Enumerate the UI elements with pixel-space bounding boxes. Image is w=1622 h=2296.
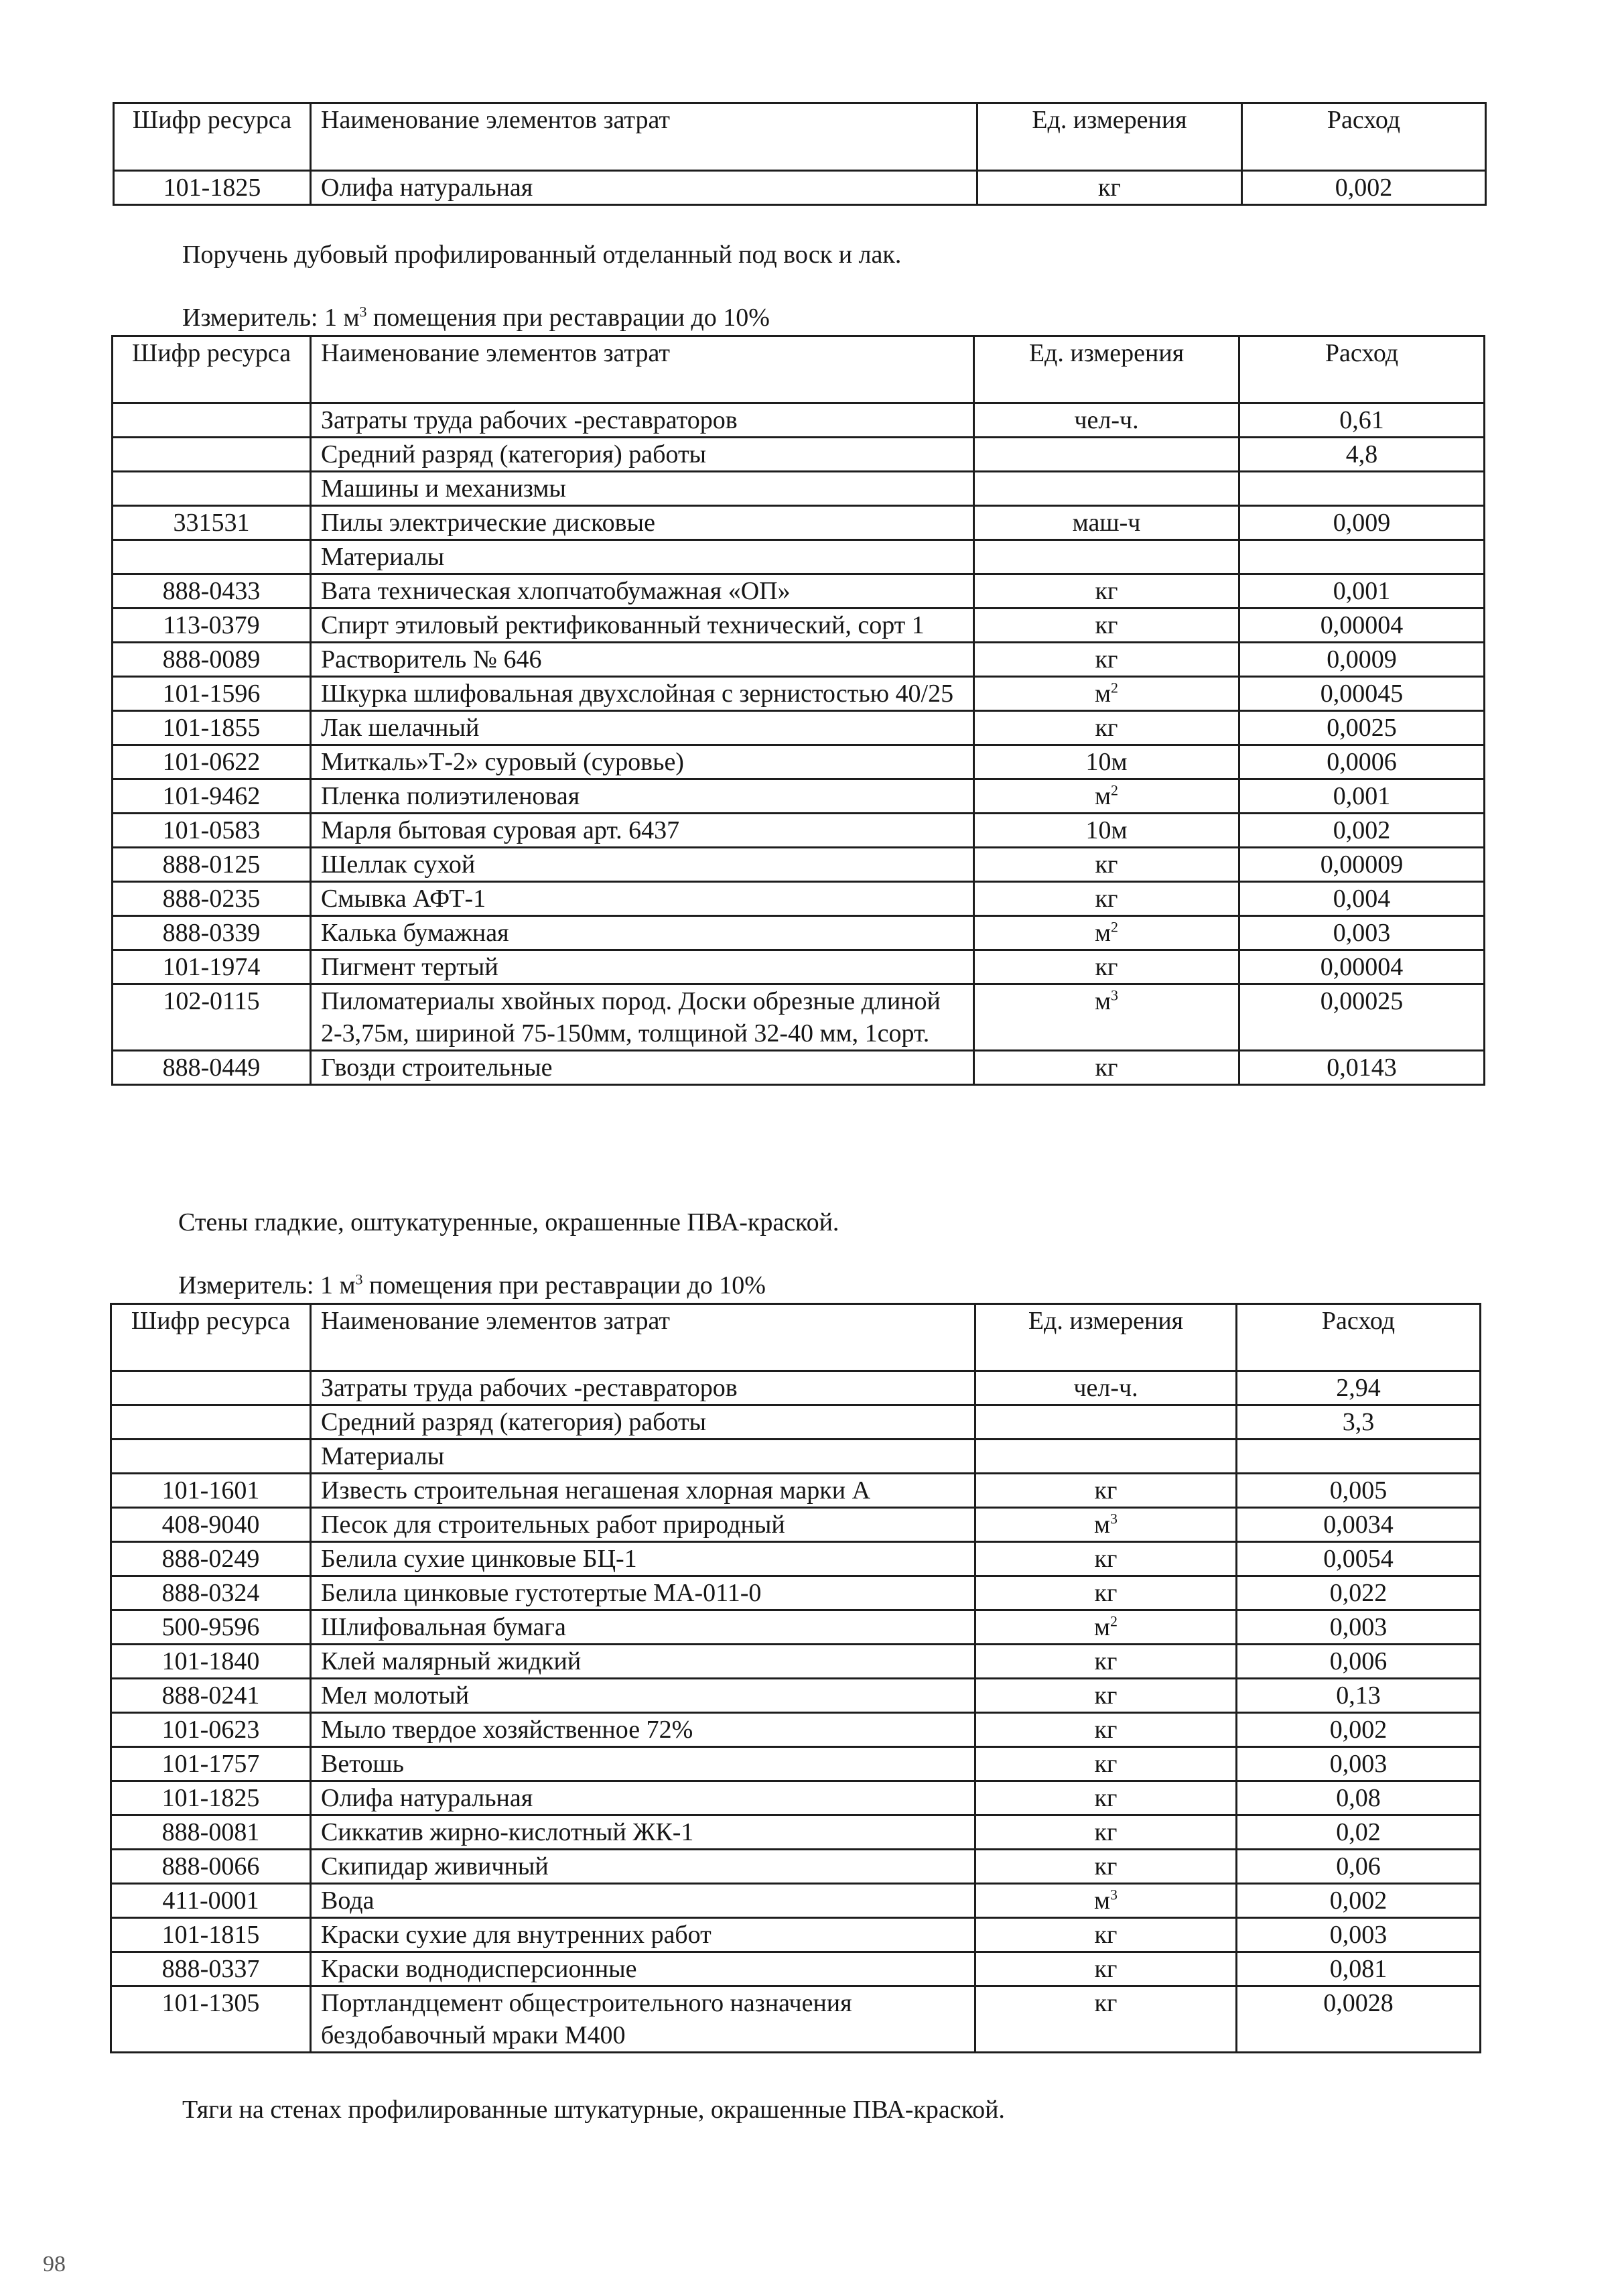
header-unit: Ед. измерения bbox=[975, 1304, 1237, 1371]
cell-name: Спирт этиловый ректификованный технический, сорт 1 bbox=[311, 609, 974, 643]
table-row bbox=[113, 950, 1485, 984]
table-row bbox=[111, 1542, 1481, 1576]
table-row bbox=[113, 472, 1485, 506]
table-row bbox=[113, 814, 1485, 848]
table-row bbox=[113, 882, 1485, 916]
cell-code: 888-0449 bbox=[113, 1051, 311, 1085]
cell-name: Калька бумажная bbox=[311, 916, 974, 950]
cell-unit: 10м bbox=[974, 814, 1239, 848]
table-body bbox=[113, 403, 1485, 1085]
cell-unit: кг bbox=[975, 1850, 1237, 1884]
header-qty: Расход bbox=[1237, 1304, 1481, 1371]
table-row bbox=[111, 1747, 1481, 1781]
cell-name: Машины и механизмы bbox=[311, 472, 974, 506]
cell-qty: 0,00025 bbox=[1239, 984, 1485, 1051]
cell-code: 888-0081 bbox=[111, 1815, 311, 1850]
section-title: Поручень дубовый профилированный отделанный под воск и лак. bbox=[182, 241, 902, 269]
cell-code bbox=[111, 1440, 311, 1474]
cell-unit: кг bbox=[974, 574, 1239, 609]
cell-unit: $м^2$ bbox=[974, 779, 1239, 814]
cell-name: Шеллак сухой bbox=[311, 848, 974, 882]
cell-name: Вата техническая хлопчатобумажная «ОП» bbox=[311, 574, 974, 609]
cell-qty: 3,3 bbox=[1237, 1405, 1481, 1440]
resource-table-2 bbox=[111, 335, 1485, 1086]
cell-name: Песок для строительных работ природный bbox=[311, 1508, 975, 1542]
header-unit: Ед. измерения bbox=[977, 103, 1242, 171]
cell-unit: кг bbox=[974, 711, 1239, 745]
cell-code: 101-9462 bbox=[113, 779, 311, 814]
cell-qty: 0,004 bbox=[1239, 882, 1485, 916]
cell-qty: 0,022 bbox=[1237, 1576, 1481, 1610]
cell-unit: кг bbox=[975, 1645, 1237, 1679]
cell-name: Пленка полиэтиленовая bbox=[311, 779, 974, 814]
table-row bbox=[111, 1884, 1481, 1918]
cell-qty bbox=[1239, 472, 1485, 506]
cell-unit: кг bbox=[974, 643, 1239, 677]
unit-exponent: 2 bbox=[1111, 781, 1119, 799]
table-row bbox=[113, 403, 1485, 438]
cell-qty: 0,00045 bbox=[1239, 677, 1485, 711]
cell-unit: кг bbox=[975, 1542, 1237, 1576]
table-row bbox=[111, 1713, 1481, 1747]
cell-name: Шкурка шлифовальная двухслойная с зернистостью 40/25 bbox=[311, 677, 974, 711]
cell-unit: кг bbox=[975, 1781, 1237, 1815]
cell-name: Лак шелачный bbox=[311, 711, 974, 745]
cell-qty: 0,002 bbox=[1237, 1713, 1481, 1747]
header-unit: Ед. измерения bbox=[974, 336, 1239, 403]
table-row bbox=[111, 1781, 1481, 1815]
cell-unit: кг bbox=[975, 1986, 1237, 2053]
cell-name: Гвозди строительные bbox=[311, 1051, 974, 1085]
cell-name: Белила сухие цинковые БЦ-1 bbox=[311, 1542, 975, 1576]
cell-qty: 0,003 bbox=[1237, 1918, 1481, 1952]
resource-table-3 bbox=[110, 1303, 1481, 2053]
cell-qty: 2,94 bbox=[1237, 1371, 1481, 1405]
cell-name: Миткаль»Т-2» суровый (суровье) bbox=[311, 745, 974, 779]
table-row bbox=[113, 643, 1485, 677]
cell-name: Портландцемент общестроительного назначения бездобавочный мраки М400 bbox=[311, 1986, 975, 2053]
cell-code: 101-1305 bbox=[111, 1986, 311, 2053]
section-title: Стены гладкие, оштукатуренные, окрашенные ПВА-краской. bbox=[178, 1208, 839, 1236]
table-row bbox=[113, 779, 1485, 814]
cell-qty: 0,0054 bbox=[1237, 1542, 1481, 1576]
cell-unit: кг bbox=[977, 171, 1242, 205]
cell-qty: 0,02 bbox=[1237, 1815, 1481, 1850]
table-row bbox=[111, 1440, 1481, 1474]
table-row bbox=[113, 540, 1485, 574]
unit-exponent: 3 bbox=[1110, 1510, 1118, 1527]
cell-qty: 0,06 bbox=[1237, 1850, 1481, 1884]
cell-code: 888-0433 bbox=[113, 574, 311, 609]
header-name: Наименование элементов затрат bbox=[311, 336, 974, 403]
cell-unit: $м^2$ bbox=[974, 677, 1239, 711]
cell-name: Шлифовальная бумага bbox=[311, 1610, 975, 1645]
cell-unit: $м^3$ bbox=[975, 1884, 1237, 1918]
cell-code: 101-0622 bbox=[113, 745, 311, 779]
table-row bbox=[111, 1508, 1481, 1542]
cell-name: Сиккатив жирно-кислотный ЖК-1 bbox=[311, 1815, 975, 1850]
cell-code bbox=[111, 1405, 311, 1440]
cell-unit: кг bbox=[975, 1679, 1237, 1713]
cell-code: 101-1596 bbox=[113, 677, 311, 711]
cell-code bbox=[111, 1371, 311, 1405]
table-row bbox=[111, 1986, 1481, 2053]
table-row bbox=[113, 609, 1485, 643]
cell-code: 101-1840 bbox=[111, 1645, 311, 1679]
cell-unit: кг bbox=[974, 950, 1239, 984]
cell-qty bbox=[1239, 540, 1485, 574]
table-row bbox=[113, 848, 1485, 882]
header-code: Шифр ресурса bbox=[114, 103, 311, 171]
cell-unit: кг bbox=[975, 1747, 1237, 1781]
table-row bbox=[113, 711, 1485, 745]
cell-code: 888-0324 bbox=[111, 1576, 311, 1610]
cell-name: Марля бытовая суровая арт. 6437 bbox=[311, 814, 974, 848]
table-row bbox=[113, 677, 1485, 711]
cell-qty: 0,002 bbox=[1242, 171, 1486, 205]
cell-unit: чел-ч. bbox=[974, 403, 1239, 438]
table-row bbox=[113, 984, 1485, 1051]
cell-name: Средний разряд (категория) работы bbox=[311, 1405, 975, 1440]
cell-name: Известь строительная негашеная хлорная марки А bbox=[311, 1474, 975, 1508]
measure-line: Измеритель: 1 $м^3$ помещения при реставрации до 10% bbox=[182, 303, 770, 332]
unit-exponent: 2 bbox=[1111, 918, 1119, 936]
cell-name: Затраты труда рабочих -реставраторов bbox=[311, 403, 974, 438]
cell-qty: 0,009 bbox=[1239, 506, 1485, 540]
table-row bbox=[114, 171, 1486, 205]
cell-code: 101-0583 bbox=[113, 814, 311, 848]
table-body bbox=[111, 1371, 1481, 2053]
cell-code: 408-9040 bbox=[111, 1508, 311, 1542]
table-row bbox=[113, 916, 1485, 950]
cell-qty: 0,0009 bbox=[1239, 643, 1485, 677]
cell-qty: 0,0006 bbox=[1239, 745, 1485, 779]
table-row bbox=[111, 1850, 1481, 1884]
unit-exponent: 2 bbox=[1110, 1612, 1118, 1630]
cell-qty: 0,13 bbox=[1237, 1679, 1481, 1713]
unit-exponent: 3 bbox=[1111, 986, 1119, 1004]
cell-name: Вода bbox=[311, 1884, 975, 1918]
table-row bbox=[113, 506, 1485, 540]
cell-qty: 0,002 bbox=[1239, 814, 1485, 848]
cell-qty: 0,006 bbox=[1237, 1645, 1481, 1679]
cell-code: 500-9596 bbox=[111, 1610, 311, 1645]
cell-name: Пиломатериалы хвойных пород. Доски обрезные длиной 2-3,75м, шириной 75-150мм, толщиной 32-40 мм, 1сорт. bbox=[311, 984, 974, 1051]
table-row bbox=[111, 1371, 1481, 1405]
cell-unit bbox=[974, 438, 1239, 472]
cell-unit: кг bbox=[974, 882, 1239, 916]
cell-unit: кг bbox=[975, 1576, 1237, 1610]
table-row bbox=[111, 1610, 1481, 1645]
table-row bbox=[111, 1952, 1481, 1986]
cell-unit bbox=[974, 472, 1239, 506]
cell-name: Краски воднодисперсионные bbox=[311, 1952, 975, 1986]
cell-code bbox=[113, 472, 311, 506]
table-row bbox=[111, 1474, 1481, 1508]
cell-code: 113-0379 bbox=[113, 609, 311, 643]
cell-unit bbox=[975, 1440, 1237, 1474]
header-name: Наименование элементов затрат bbox=[311, 103, 977, 171]
cell-unit bbox=[975, 1405, 1237, 1440]
cell-code bbox=[113, 540, 311, 574]
cell-qty: 0,0143 bbox=[1239, 1051, 1485, 1085]
table-row bbox=[113, 745, 1485, 779]
cell-qty: 0,003 bbox=[1239, 916, 1485, 950]
cell-name: Растворитель № 646 bbox=[311, 643, 974, 677]
cell-code: 888-0089 bbox=[113, 643, 311, 677]
cell-name: Олифа натуральная bbox=[311, 171, 977, 205]
cell-name: Клей малярный жидкий bbox=[311, 1645, 975, 1679]
cell-qty: 0,00004 bbox=[1239, 950, 1485, 984]
cell-unit: кг bbox=[974, 1051, 1239, 1085]
cell-qty: 0,0034 bbox=[1237, 1508, 1481, 1542]
cell-unit: кг bbox=[974, 609, 1239, 643]
cell-name: Затраты труда рабочих -реставраторов bbox=[311, 1371, 975, 1405]
cell-unit: кг bbox=[974, 848, 1239, 882]
table-row bbox=[111, 1576, 1481, 1610]
cell-name: Скипидар живичный bbox=[311, 1850, 975, 1884]
cell-unit: $м^3$ bbox=[975, 1508, 1237, 1542]
unit-exponent: 3 bbox=[1110, 1886, 1118, 1903]
cell-qty: 0,003 bbox=[1237, 1747, 1481, 1781]
cell-code: 411-0001 bbox=[111, 1884, 311, 1918]
cell-unit: кг bbox=[975, 1952, 1237, 1986]
cell-name: Смывка АФТ-1 bbox=[311, 882, 974, 916]
cell-qty: 0,61 bbox=[1239, 403, 1485, 438]
cell-code: 101-1757 bbox=[111, 1747, 311, 1781]
cell-unit: чел-ч. bbox=[975, 1371, 1237, 1405]
cell-code bbox=[113, 438, 311, 472]
cell-qty: 0,0025 bbox=[1239, 711, 1485, 745]
cell-code: 101-1974 bbox=[113, 950, 311, 984]
cell-qty: 0,08 bbox=[1237, 1781, 1481, 1815]
resource-table-1 bbox=[113, 102, 1487, 206]
header-qty: Расход bbox=[1242, 103, 1486, 171]
cell-name: Олифа натуральная bbox=[311, 1781, 975, 1815]
cell-code: 101-1601 bbox=[111, 1474, 311, 1508]
cell-qty: 0,003 bbox=[1237, 1610, 1481, 1645]
cell-name: Ветошь bbox=[311, 1747, 975, 1781]
cell-code: 888-0241 bbox=[111, 1679, 311, 1713]
cell-code bbox=[113, 403, 311, 438]
header-name: Наименование элементов затрат bbox=[311, 1304, 975, 1371]
cell-name: Материалы bbox=[311, 540, 974, 574]
table-row bbox=[111, 1405, 1481, 1440]
cell-unit: кг bbox=[975, 1713, 1237, 1747]
page-number: 98 bbox=[43, 2252, 66, 2277]
cell-code: 888-0337 bbox=[111, 1952, 311, 1986]
cell-unit: кг bbox=[975, 1474, 1237, 1508]
header-code: Шифр ресурса bbox=[111, 1304, 311, 1371]
cell-qty bbox=[1237, 1440, 1481, 1474]
cell-qty: 4,8 bbox=[1239, 438, 1485, 472]
cell-unit: кг bbox=[975, 1815, 1237, 1850]
cell-unit: кг bbox=[975, 1918, 1237, 1952]
cell-name: Пигмент тертый bbox=[311, 950, 974, 984]
cell-qty: 0,001 bbox=[1239, 574, 1485, 609]
cell-unit: $м^3$ bbox=[974, 984, 1239, 1051]
cell-code: 331531 bbox=[113, 506, 311, 540]
cell-unit: $м^2$ bbox=[975, 1610, 1237, 1645]
table-row bbox=[111, 1679, 1481, 1713]
table-row bbox=[111, 1645, 1481, 1679]
cell-unit: маш-ч bbox=[974, 506, 1239, 540]
cell-code: 888-0235 bbox=[113, 882, 311, 916]
table-row bbox=[113, 438, 1485, 472]
cell-code: 101-0623 bbox=[111, 1713, 311, 1747]
cell-code: 888-0249 bbox=[111, 1542, 311, 1576]
cell-name: Мыло твердое хозяйственное 72% bbox=[311, 1713, 975, 1747]
cell-qty: 0,0028 bbox=[1237, 1986, 1481, 2053]
table-row bbox=[113, 574, 1485, 609]
cell-name: Пилы электрические дисковые bbox=[311, 506, 974, 540]
unit-exponent: 2 bbox=[1111, 679, 1119, 696]
cell-code: 888-0125 bbox=[113, 848, 311, 882]
cell-name: Белила цинковые густотертые МА-011-0 bbox=[311, 1576, 975, 1610]
cell-name: Материалы bbox=[311, 1440, 975, 1474]
table-body bbox=[114, 171, 1486, 205]
header-qty: Расход bbox=[1239, 336, 1485, 403]
header-code: Шифр ресурса bbox=[113, 336, 311, 403]
cell-code: 888-0066 bbox=[111, 1850, 311, 1884]
cell-qty: 0,002 bbox=[1237, 1884, 1481, 1918]
cell-name: Краски сухие для внутренних работ bbox=[311, 1918, 975, 1952]
section-title: Тяги на стенах профилированные штукатурные, окрашенные ПВА-краской. bbox=[182, 2096, 1005, 2124]
cell-code: 101-1815 bbox=[111, 1918, 311, 1952]
table-row bbox=[111, 1815, 1481, 1850]
cell-code: 101-1855 bbox=[113, 711, 311, 745]
cell-code: 101-1825 bbox=[111, 1781, 311, 1815]
cell-qty: 0,081 bbox=[1237, 1952, 1481, 1986]
table-row bbox=[113, 1051, 1485, 1085]
cell-unit bbox=[974, 540, 1239, 574]
cell-code: 102-0115 bbox=[113, 984, 311, 1051]
measure-line: Измеритель: 1 $м^3$ помещения при реставрации до 10% bbox=[178, 1271, 766, 1299]
cell-name: Средний разряд (категория) работы bbox=[311, 438, 974, 472]
cell-unit: 10м bbox=[974, 745, 1239, 779]
cell-qty: 0,005 bbox=[1237, 1474, 1481, 1508]
cell-code: 101-1825 bbox=[114, 171, 311, 205]
cell-qty: 0,00009 bbox=[1239, 848, 1485, 882]
cell-qty: 0,001 bbox=[1239, 779, 1485, 814]
cell-qty: 0,00004 bbox=[1239, 609, 1485, 643]
cell-name: Мел молотый bbox=[311, 1679, 975, 1713]
table-row bbox=[111, 1918, 1481, 1952]
cell-unit: $м^2$ bbox=[974, 916, 1239, 950]
cell-code: 888-0339 bbox=[113, 916, 311, 950]
